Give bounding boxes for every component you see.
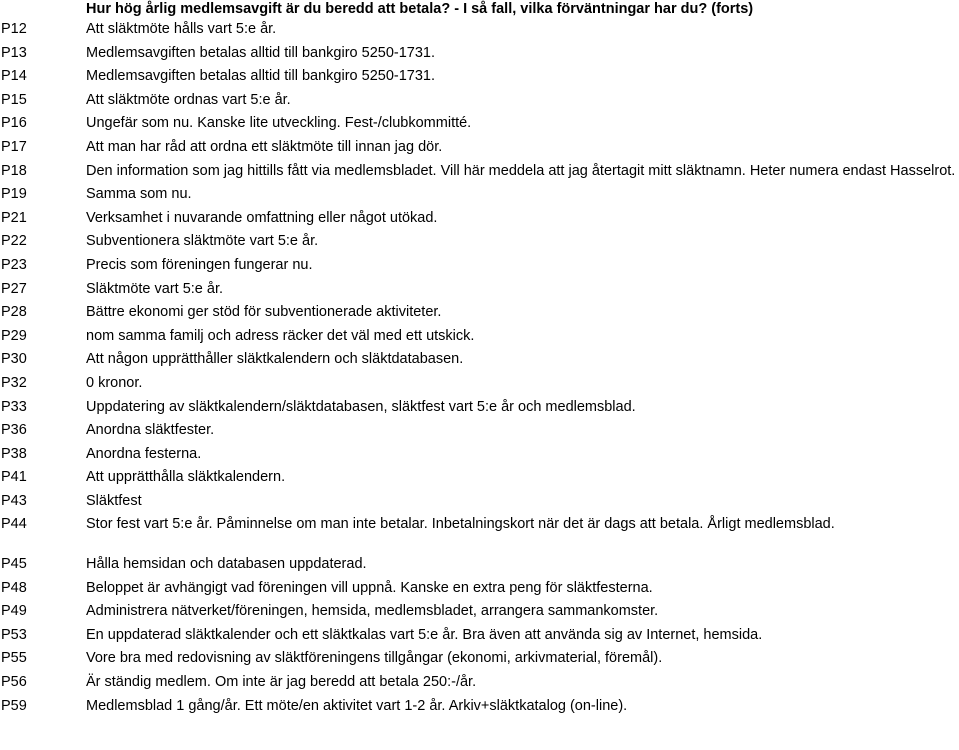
respondent-code: P27 [1, 280, 27, 297]
response-row [0, 207, 959, 231]
respondent-code: P59 [1, 697, 27, 714]
respondent-code: P15 [1, 91, 27, 108]
response-text: Administrera nätverket/föreningen, hemsida, medlemsbladet, arrangera sammankomster. [86, 603, 659, 620]
respondent-code: P23 [1, 256, 27, 273]
respondent-code: P36 [1, 422, 27, 439]
response-text: Bättre ekonomi ger stöd för subventionerade aktiviteter. [86, 304, 442, 321]
response-text: nom samma familj och adress räcker det väl med ett utskick. [86, 327, 475, 344]
respondent-code: P38 [1, 445, 27, 462]
respondent-code: P19 [1, 186, 27, 203]
response-text: Medlemsavgiften betalas alltid till bankgiro 5250-1731. [86, 44, 436, 61]
respondent-code: P14 [1, 68, 27, 85]
response-text: Att släktmöte hålls vart 5:e år. [86, 21, 277, 37]
response-row [0, 278, 959, 302]
respondent-code: P33 [1, 398, 27, 415]
respondent-code: P48 [1, 579, 27, 596]
response-text: Den information som jag hittills fått via medlemsbladet. Vill här meddela att jag återtagit mitt släktnamn. Heter numera endast Hasselrot. [86, 162, 956, 179]
respondent-code: P28 [1, 304, 27, 321]
respondent-code: P55 [1, 650, 27, 667]
response-row [0, 42, 959, 66]
response-row [0, 230, 959, 254]
section-heading: Hur hög årlig medlemsavgift är du beredd att betala? - I så fall, vilka förväntningar har du? (forts) [86, 1, 754, 17]
response-row [0, 348, 959, 372]
response-text: Släktmöte vart 5:e år. [86, 280, 224, 297]
respondent-code: P18 [1, 162, 27, 179]
response-row [0, 513, 959, 537]
response-text: Är ständig medlem. Om inte är jag beredd att betala 250:-/år. [86, 674, 477, 691]
response-text: 0 kronor. [86, 374, 143, 391]
respondent-code: P32 [1, 374, 27, 391]
response-text: Beloppet är avhängigt vad föreningen vill uppnå. Kanske en extra peng för släktfesterna. [86, 579, 653, 596]
response-row [0, 136, 959, 160]
response-row [0, 671, 959, 695]
respondent-code: P17 [1, 138, 27, 155]
respondent-code: P53 [1, 626, 27, 643]
response-row [0, 647, 959, 671]
respondent-code: P41 [1, 469, 27, 486]
response-text: Att upprätthålla släktkalendern. [86, 469, 286, 486]
response-row [0, 553, 959, 577]
response-text: Stor fest vart 5:e år. Påminnelse om man inte betalar. Inbetalningskort när det är dags att betala. Årligt medlemsblad. [86, 516, 835, 533]
respondent-code: P56 [1, 674, 27, 691]
response-text: Samma som nu. [86, 186, 192, 203]
response-text: Hålla hemsidan och databasen uppdaterad. [86, 556, 367, 573]
response-text: Medlemsblad 1 gång/år. Ett möte/en aktivitet vart 1-2 år. Arkiv+släktkatalog (on-line). [86, 697, 628, 714]
respondent-code: P49 [1, 603, 27, 620]
response-row [0, 396, 959, 420]
response-text: En uppdaterad släktkalender och ett släktkalas vart 5:e år. Bra även att använda sig av Internet, hemsida. [86, 626, 763, 643]
response-text: Uppdatering av släktkalendern/släktdatabasen, släktfest vart 5:e år och medlemsblad. [86, 398, 636, 415]
response-row [0, 301, 959, 325]
respondent-code: P22 [1, 233, 27, 250]
response-row [0, 89, 959, 113]
response-row [0, 18, 959, 42]
response-row [0, 443, 959, 467]
respondent-code: P12 [1, 21, 27, 37]
response-row [0, 695, 959, 719]
response-text: Släktfest [86, 492, 142, 509]
response-text: Anordna släktfester. [86, 422, 215, 439]
response-text: Att släktmöte ordnas vart 5:e år. [86, 91, 291, 108]
response-row [0, 419, 959, 443]
response-text: Subventionera släktmöte vart 5:e år. [86, 233, 319, 250]
response-row [0, 466, 959, 490]
response-text: Anordna festerna. [86, 445, 202, 462]
respondent-code: P45 [1, 556, 27, 573]
respondent-code: P30 [1, 351, 27, 368]
response-text: Att någon upprätthåller släktkalendern och släktdatabasen. [86, 351, 464, 368]
response-row [0, 65, 959, 89]
respondent-code: P43 [1, 492, 27, 509]
response-row [0, 325, 959, 349]
response-row [0, 624, 959, 648]
respondent-code: P29 [1, 327, 27, 344]
response-text: Ungefär som nu. Kanske lite utveckling. Fest-/clubkommitté. [86, 115, 472, 132]
response-text: Precis som föreningen fungerar nu. [86, 256, 313, 273]
respondent-code: P13 [1, 44, 27, 61]
response-list [0, 18, 959, 718]
response-text: Att man har råd att ordna ett släktmöte till innan jag dör. [86, 138, 443, 155]
response-text: Verksamhet i nuvarande omfattning eller något utökad. [86, 209, 438, 226]
response-row [0, 112, 959, 136]
response-row [0, 160, 959, 184]
respondent-code: P16 [1, 115, 27, 132]
response-row [0, 254, 959, 278]
response-row [0, 183, 959, 207]
respondent-code: P21 [1, 209, 27, 226]
response-text: Medlemsavgiften betalas alltid till bankgiro 5250-1731. [86, 68, 436, 85]
response-row [0, 372, 959, 396]
response-row [0, 600, 959, 624]
respondent-code: P44 [1, 516, 27, 533]
response-row [0, 577, 959, 601]
response-text: Vore bra med redovisning av släktföreningens tillgångar (ekonomi, arkivmaterial, föremål). [86, 650, 663, 667]
response-row [0, 490, 959, 514]
